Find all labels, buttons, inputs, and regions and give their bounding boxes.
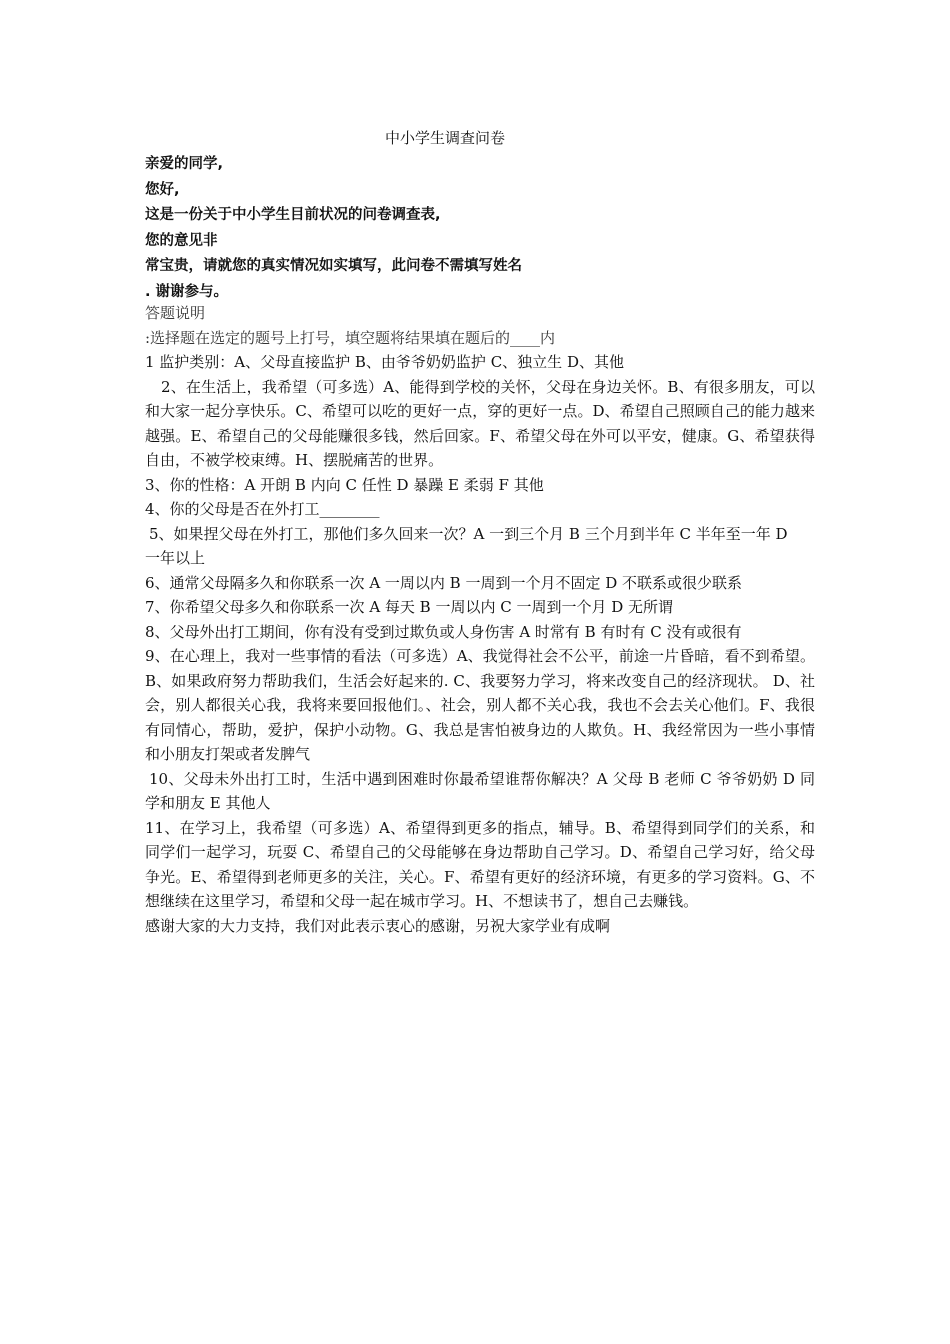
question-item: 11、在学习上，我希望（可多选）A、希望得到更多的指点，辅导。B、希望得到同学们的关系，和同学们一起学习，玩耍 C、希望自己的父母能够在身边帮助自己学习。D、希望自己学习好，给父母争光。E、希望得到老师更多的关注，关心。F、希望有更好的经济环境，有更多的学习资料。G、不想继续在这里学习，希望和父母一起在城市学习。H、不想读书了，想自己去赚钱。 — [145, 818, 815, 910]
instructions-text: :选择题在选定的题号上打号，填空题将结果填在题后的____内 — [145, 328, 556, 347]
intro-line: . 谢谢参与。 — [145, 283, 229, 300]
instructions-heading: 答题说明 — [145, 304, 206, 322]
question-item: 10、父母未外出打工时，生活中遇到困难时你最希望谁帮你解决？A 父母 B 老师 C 爷爷奶奶 D 同学和朋友 E 其他人 — [145, 769, 815, 812]
question-item: 9、在心理上，我对一些事情的看法（可多选）A、我觉得社会不公平，前途一片昏暗，看不到希望。B、如果政府努力帮助我们，生活会好起来的. C、我要努力学习，将来改变自己的经济现状。 D、社会，别人都很关心我，我将来要回报他们。、社会，别人都不关心我，我也不会去关心他们。F、我很有同情心，帮助，爱护，保护小动物。G、我总是害怕被身边的人欺负。H、我经常因为一些小事情和小朋友打架或者发脾气 — [145, 647, 815, 763]
question-item: 一年以上 — [145, 549, 206, 567]
question-item: 5、如果捏父母在外打工，那他们多久回来一次？A 一到三个月 B 三个月到半年 C 半年至一年 D — [149, 524, 788, 543]
page-title: 中小学生调查问卷 — [384, 129, 505, 147]
question-item: 1 监护类别：A、父母直接监护 B、由爷爷奶奶监护 C、独立生 D、其他 — [145, 353, 624, 371]
intro-block — [145, 152, 815, 305]
intro-line: 您的意见非 — [145, 232, 218, 249]
question-item: 3、你的性格：A 开朗 B 内向 C 任性 D 暴躁 E 柔弱 F 其他 — [145, 475, 544, 494]
question-item: 8、父母外出打工期间，你有没有受到过欺负或人身伤害 A 时常有 B 有时有 C 没有或很有 — [145, 622, 742, 641]
question-item: 6、通常父母隔多久和你联系一次 A 一周以内 B 一周到一个月不固定 D 不联系或很少联系 — [145, 573, 743, 592]
questionnaire-body — [145, 301, 815, 938]
intro-line: 常宝贵，请就您的真实情况如实填写，此问卷不需填写姓名 — [145, 258, 522, 274]
intro-line: 这是一份关于中小学生目前状况的问卷调查表, — [145, 207, 441, 223]
intro-line: 亲爱的同学, — [145, 156, 224, 172]
question-item: 2、在生活上，我希望（可多选）A、能得到学校的关怀，父母在身边关怀。B、有很多朋友，可以和大家一起分享快乐。C、希望可以吃的更好一点，穿的更好一点。D、希望自己照顾自己的能力越来越强。E、希望自己的父母能赚很多钱，然后回家。F、希望父母在外可以平安，健康。G、希望获得自由，不被学校束缚。H、摆脱痛苦的世界。 — [145, 377, 815, 469]
question-item: 4、你的父母是否在外打工________ — [145, 500, 380, 518]
closing-text: 感谢大家的大力支持，我们对此表示衷心的感谢，另祝大家学业有成啊 — [145, 916, 611, 935]
question-item: 7、你希望父母多久和你联系一次 A 每天 B 一周以内 C 一周到一个月 D 无所谓 — [145, 598, 674, 616]
intro-line: 您好, — [145, 181, 180, 198]
